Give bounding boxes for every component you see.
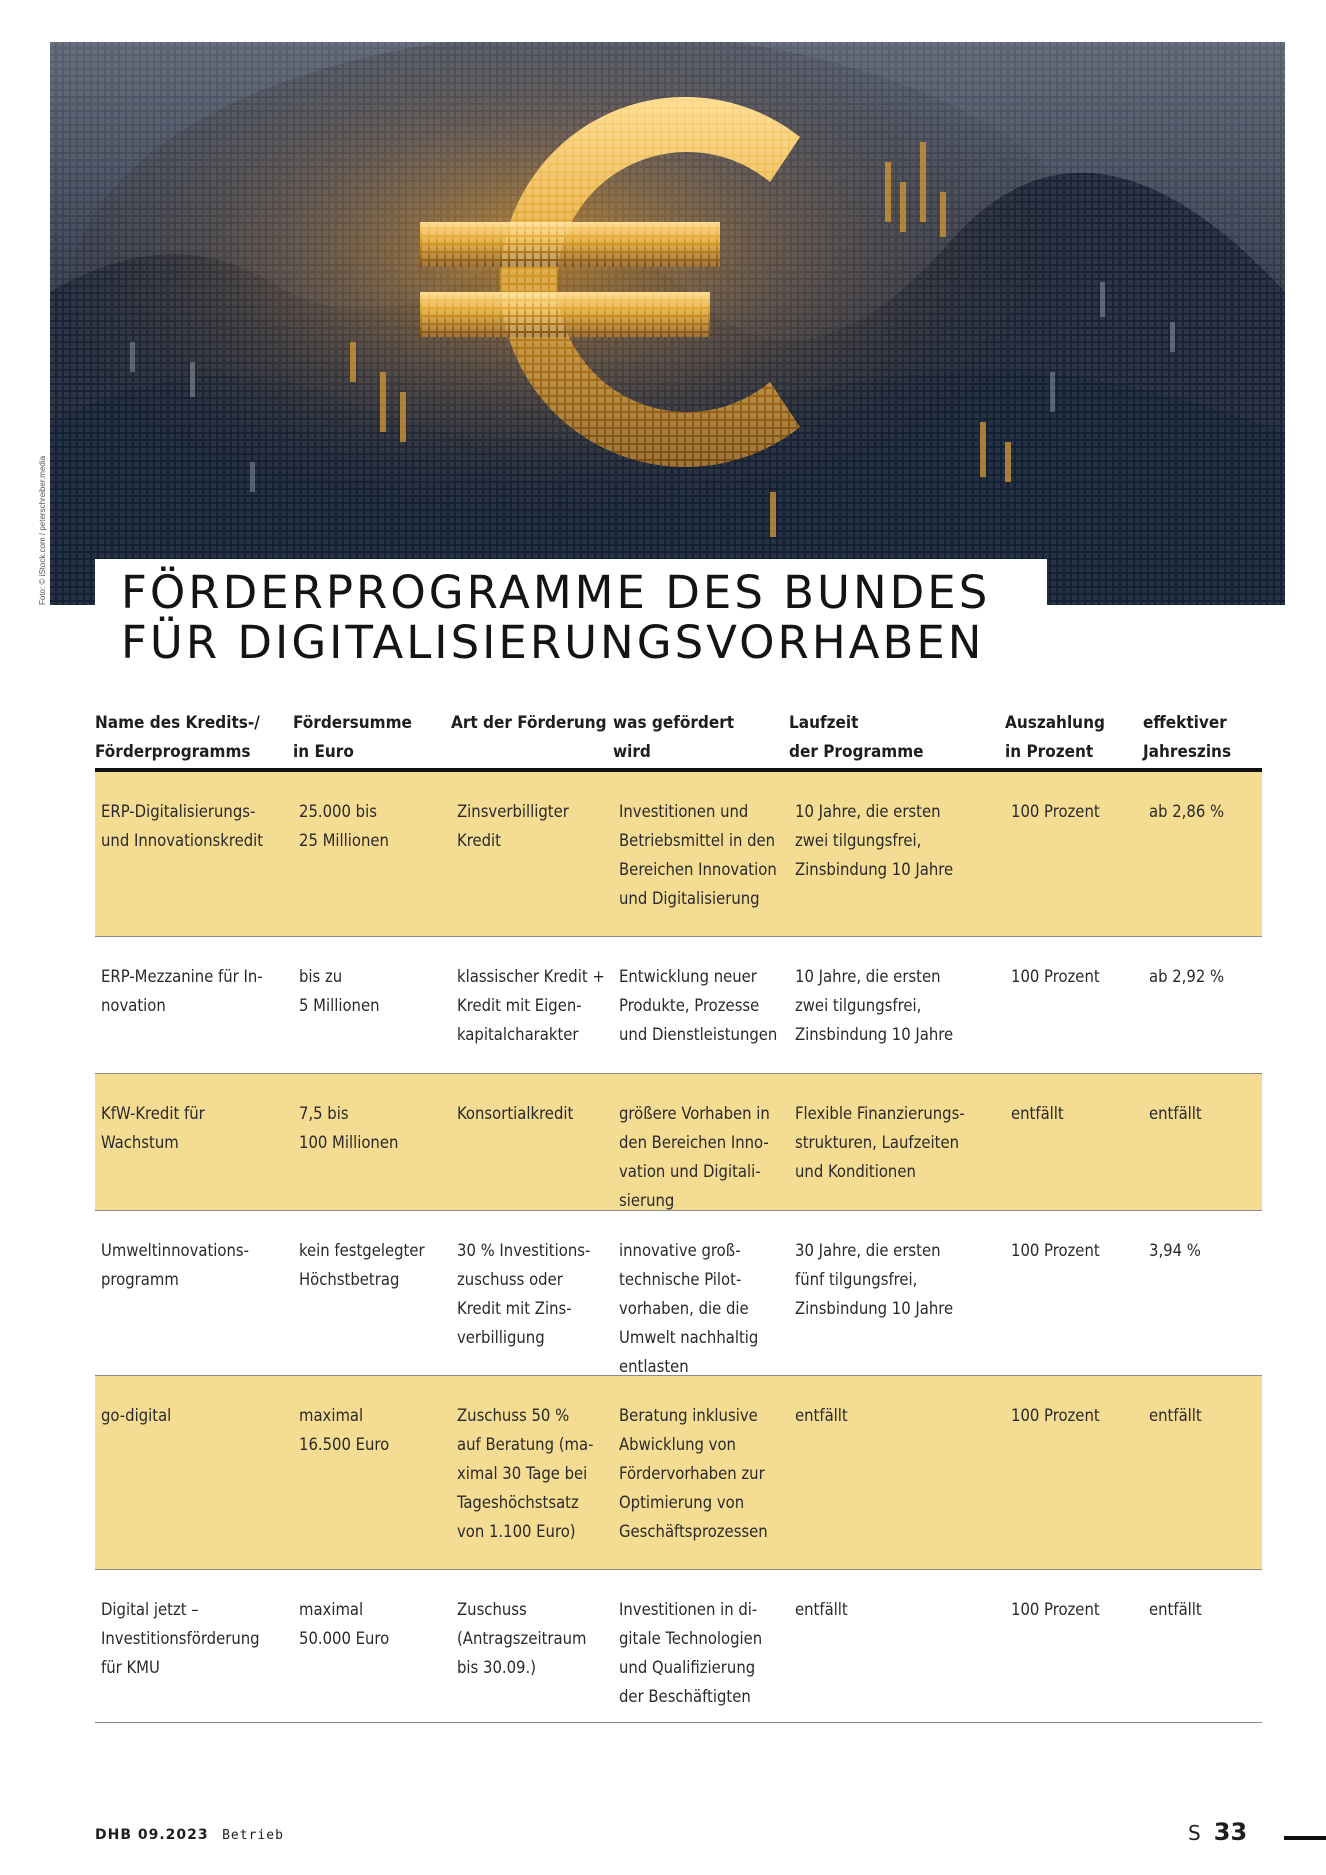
cell-interest-rate [1149, 1236, 1201, 1265]
cell-line: Fördervorhaben zur [619, 1464, 765, 1483]
cell-line: Umweltinnovations- [101, 1241, 249, 1260]
cell-payout [1011, 962, 1100, 991]
cell-interest-rate [1149, 1401, 1202, 1430]
cell-term [795, 962, 953, 1049]
table-row [95, 1211, 1262, 1376]
cell-line: und Dienstleistungen [619, 1025, 778, 1044]
cell-line: entfällt [795, 1600, 848, 1619]
cell-line: programm [101, 1270, 179, 1289]
cell-program-name [101, 1401, 171, 1430]
cell-funded-items [619, 1099, 770, 1215]
cell-payout [1011, 1099, 1064, 1128]
magazine-issue: DHB 09.2023 [95, 1827, 209, 1843]
page-number-block [1188, 1818, 1247, 1846]
cell-line: maximal [299, 1600, 364, 1619]
cell-line: Zinsbindung 10 Jahre [795, 1299, 954, 1318]
cell-line: maximal [299, 1406, 364, 1425]
cell-line: novation [101, 996, 166, 1015]
cell-line: Flexible Finanzierungs- [795, 1104, 965, 1123]
cell-amount [299, 1595, 389, 1653]
cell-line: Wachstum [101, 1133, 179, 1152]
cell-program-name [101, 1595, 260, 1682]
cell-line: ab 2,86 % [1149, 802, 1225, 821]
cell-funded-items [619, 1595, 762, 1711]
euro-landscape-illustration [50, 42, 1285, 605]
funding-programs-table [95, 706, 1262, 1723]
cell-line: gitale Technologien [619, 1629, 763, 1648]
cell-term [795, 1099, 965, 1186]
title-box [95, 559, 1047, 669]
cell-program-name [101, 1236, 249, 1294]
cell-funding-type [457, 1595, 586, 1682]
cell-payout [1011, 1236, 1100, 1265]
header-funded-items: was gefördert wird [613, 713, 735, 762]
cell-line: 16.500 Euro [299, 1435, 390, 1454]
cell-line: Investitionen in di- [619, 1600, 758, 1619]
header-term: Laufzeit der Programme [789, 713, 924, 762]
cell-line: Zinsbindung 10 Jahre [795, 1025, 954, 1044]
cell-funding-type [457, 962, 605, 1049]
cell-payout [1011, 797, 1100, 826]
cell-line: Höchstbetrag [299, 1270, 400, 1289]
cell-line: Kredit mit Eigen- [457, 996, 582, 1015]
page-prefix: S [1188, 1821, 1201, 1845]
table-row [95, 937, 1262, 1074]
cell-line: und Digitalisierung [619, 889, 760, 908]
cell-line: fünf tilgungsfrei, [795, 1270, 918, 1289]
cell-line: 100 Prozent [1011, 1600, 1100, 1619]
cell-line: Abwicklung von [619, 1435, 736, 1454]
cell-line: ximal 30 Tage bei [457, 1464, 588, 1483]
cell-payout [1011, 1401, 1100, 1430]
header-program-name: Name des Kredits-/ Förderprogramms [95, 713, 260, 762]
cell-line: klassischer Kredit + [457, 967, 605, 986]
cell-line: ERP-Mezzanine für In- [101, 967, 263, 986]
section-name: Betrieb [222, 1828, 284, 1843]
cell-line: vation und Digitali- [619, 1162, 761, 1181]
cell-line: entfällt [1011, 1104, 1064, 1123]
cell-funded-items [619, 962, 777, 1049]
cell-line: KfW-Kredit für [101, 1104, 205, 1123]
cell-line: Bereichen Innovation [619, 860, 777, 879]
cell-interest-rate [1149, 1595, 1202, 1624]
cell-line: 25.000 bis [299, 802, 377, 821]
cell-line: 10 Jahre, die ersten [795, 967, 941, 986]
cell-line: größere Vorhaben in [619, 1104, 770, 1123]
cell-funded-items [619, 1401, 768, 1546]
cell-line: Zuschuss 50 % [457, 1406, 570, 1425]
table-row [95, 1074, 1262, 1211]
cell-line: entfällt [1149, 1406, 1202, 1425]
page-title-line-2: FÜR DIGITALISIERUNGSVORHABEN [121, 616, 985, 669]
cell-term [795, 1595, 848, 1624]
cell-line: (Antragszeitraum [457, 1629, 587, 1648]
cell-line: entlasten [619, 1357, 689, 1376]
cell-program-name [101, 962, 263, 1020]
cell-line: 50.000 Euro [299, 1629, 390, 1648]
cell-line: Kredit [457, 831, 501, 850]
cell-amount [299, 1099, 398, 1157]
cell-line: Investitionsförderung [101, 1629, 260, 1648]
cell-funding-type [457, 1401, 593, 1546]
cell-line: entfällt [1149, 1104, 1202, 1123]
cell-line: von 1.100 Euro) [457, 1522, 576, 1541]
cell-line: Beratung inklusive [619, 1406, 758, 1425]
cell-line: und Konditionen [795, 1162, 916, 1181]
cell-funding-type [457, 797, 569, 855]
header-payout: Auszahlung in Prozent [1005, 713, 1105, 762]
table-row [95, 1570, 1262, 1723]
cell-line: 100 Millionen [299, 1133, 399, 1152]
cell-line: Zuschuss [457, 1600, 527, 1619]
cell-line: Tageshöchstsatz [457, 1493, 579, 1512]
cell-amount [299, 797, 389, 855]
cell-funded-items [619, 797, 777, 913]
cell-line: Zinsbindung 10 Jahre [795, 860, 954, 879]
header-amount: Fördersumme in Euro [293, 713, 412, 762]
cell-line: 100 Prozent [1011, 1406, 1100, 1425]
footer-rule [1284, 1836, 1326, 1840]
cell-line: Produkte, Prozesse [619, 996, 760, 1015]
cell-line: technische Pilot- [619, 1270, 742, 1289]
photo-credit: Foto: © iStock.com / peterschreiber.media [38, 455, 47, 605]
cell-line: 30 Jahre, die ersten [795, 1241, 941, 1260]
cell-line: go-digital [101, 1406, 172, 1425]
cell-line: ab 2,92 % [1149, 967, 1225, 986]
cell-line: zwei tilgungsfrei, [795, 996, 922, 1015]
cell-funded-items [619, 1236, 758, 1381]
cell-line: Zinsverbilligter [457, 802, 569, 821]
cell-line: Betriebsmittel in den [619, 831, 776, 850]
cell-line: und Innovationskredit [101, 831, 264, 850]
cell-line: Investitionen und [619, 802, 749, 821]
cell-line: und Qualifizierung [619, 1658, 756, 1677]
cell-line: verbilligung [457, 1328, 545, 1347]
cell-line: Kredit mit Zins- [457, 1299, 572, 1318]
hero-image [50, 42, 1285, 605]
cell-line: 25 Millionen [299, 831, 389, 850]
cell-line: Umwelt nachhaltig [619, 1328, 759, 1347]
cell-amount [299, 1401, 389, 1459]
cell-line: 3,94 % [1149, 1241, 1201, 1260]
cell-line: 100 Prozent [1011, 967, 1100, 986]
cell-term [795, 1236, 953, 1323]
table-row [95, 772, 1262, 937]
table-body [95, 772, 1262, 1723]
cell-line: der Beschäftigten [619, 1687, 751, 1706]
cell-line: strukturen, Laufzeiten [795, 1133, 960, 1152]
cell-amount [299, 1236, 425, 1294]
cell-line: für KMU [101, 1658, 160, 1677]
table-row [95, 1376, 1262, 1570]
cell-funding-type [457, 1099, 573, 1128]
cell-line: 10 Jahre, die ersten [795, 802, 941, 821]
cell-line: Geschäftsprozessen [619, 1522, 768, 1541]
cell-program-name [101, 1099, 205, 1157]
cell-line: Konsortialkredit [457, 1104, 574, 1123]
cell-line: 30 % Investitions- [457, 1241, 591, 1260]
cell-amount [299, 962, 380, 1020]
cell-payout [1011, 1595, 1100, 1624]
header-funding-type: Art der Förderung [451, 713, 607, 733]
cell-line: kapitalcharakter [457, 1025, 579, 1044]
table-header [95, 706, 1262, 772]
page-title-line-1: FÖRDERPROGRAMME DES BUNDES [121, 566, 991, 619]
page-number: 33 [1213, 1818, 1248, 1846]
cell-funding-type [457, 1236, 590, 1352]
cell-line: zuschuss oder [457, 1270, 563, 1289]
cell-line: bis zu [299, 967, 343, 986]
cell-line: bis 30.09.) [457, 1658, 536, 1677]
cell-program-name [101, 797, 263, 855]
cell-interest-rate [1149, 962, 1224, 991]
cell-line: innovative groß- [619, 1241, 741, 1260]
cell-line: ERP-Digitalisierungs- [101, 802, 256, 821]
cell-line: Optimierung von [619, 1493, 745, 1512]
cell-line: entfällt [1149, 1600, 1202, 1619]
cell-line: 7,5 bis [299, 1104, 349, 1123]
cell-line: den Bereichen Inno- [619, 1133, 769, 1152]
cell-line: 100 Prozent [1011, 1241, 1100, 1260]
cell-interest-rate [1149, 1099, 1202, 1128]
cell-term [795, 1401, 848, 1430]
cell-line: Entwicklung neuer [619, 967, 757, 986]
header-interest-rate: effektiver Jahreszins [1143, 713, 1232, 762]
cell-line: 100 Prozent [1011, 802, 1100, 821]
cell-line: zwei tilgungsfrei, [795, 831, 922, 850]
cell-line: auf Beratung (ma- [457, 1435, 594, 1454]
cell-line: vorhaben, die die [619, 1299, 749, 1318]
cell-line: Digital jetzt – [101, 1600, 199, 1619]
cell-line: kein festgelegter [299, 1241, 425, 1260]
cell-interest-rate [1149, 797, 1224, 826]
cell-line: 5 Millionen [299, 996, 380, 1015]
cell-term [795, 797, 953, 884]
page-footer [95, 1827, 284, 1843]
cell-line: entfällt [795, 1406, 848, 1425]
cell-line: sierung [619, 1191, 675, 1210]
